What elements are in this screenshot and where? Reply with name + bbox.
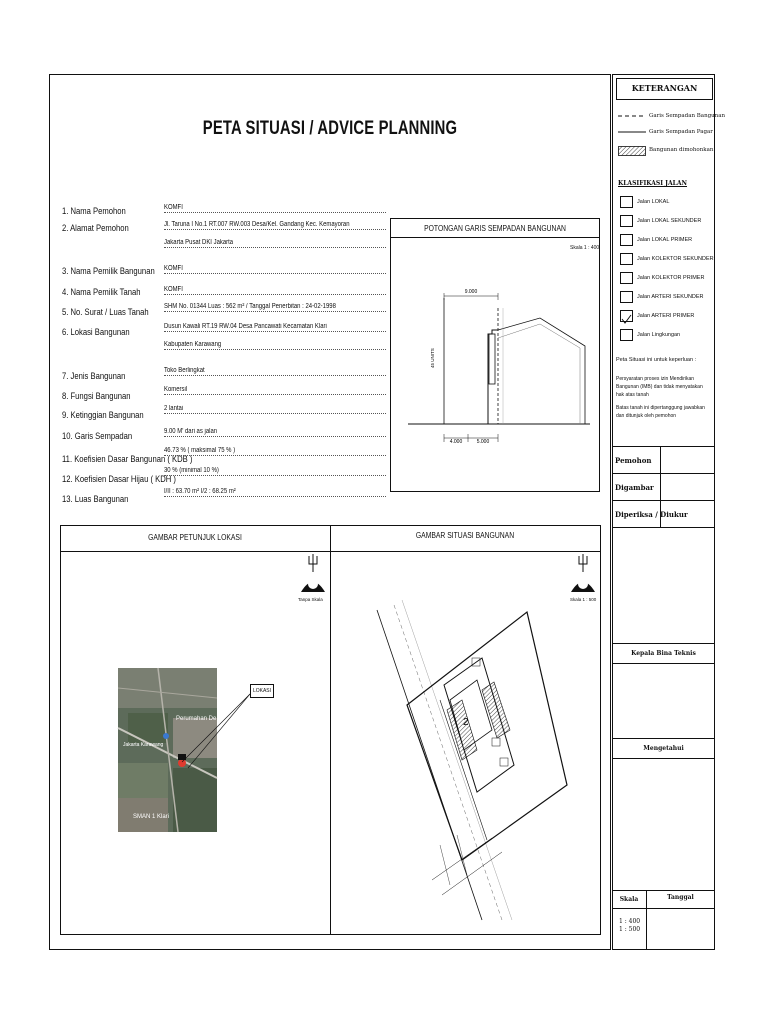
tanggal-label: Tanggal <box>667 894 694 901</box>
field-value-text: 9.00 M' dari as jalan <box>164 428 218 435</box>
field-label: 7. Jenis Bangunan <box>62 371 126 381</box>
mengetahui-label: Mengetahui <box>643 745 684 752</box>
road-class-label: Jalan LOKAL <box>637 199 670 205</box>
legend-line-solid-icon <box>618 129 646 135</box>
road-class-label: Jalan LOKAL PRIMER <box>637 237 693 243</box>
field-value <box>164 447 386 456</box>
field-value-text: Jakarta Pusat DKI Jakarta <box>164 239 234 246</box>
field-label: 5. No. Surat / Luas Tanah <box>62 307 149 317</box>
legend-title: KETERANGAN <box>631 83 698 93</box>
road-class-checkbox <box>620 234 633 246</box>
field-label: 12. Koefisien Dasar Hijau ( KDH ) <box>62 474 176 484</box>
road-class-checkbox <box>620 215 633 227</box>
road-class-label: Jalan ARTERI PRIMER <box>637 313 695 319</box>
kepala-label: Kepala Bina Teknis <box>631 650 696 657</box>
field-value-text: Jl. Taruna I No.1 RT.007 RW.003 Desa/Kel. Gandang Kec. Kemayoran <box>164 221 350 228</box>
site-plan-drawing <box>332 600 600 930</box>
road-class-checkbox <box>620 196 633 208</box>
field-value <box>164 488 386 497</box>
legend-line-3: Bangunan dimohonkan <box>649 147 714 153</box>
section-scale: Skala 1 : 400 <box>570 245 600 251</box>
road-class-title: KLASIFIKASI JALAN <box>618 180 688 187</box>
field-value-text: KOMFI <box>164 204 183 211</box>
legend-line-dashed-icon <box>618 113 646 119</box>
field-value-text: Dusun Kawali RT.19 RW.04 Desa Pancawati Kecamatan Klari <box>164 323 327 330</box>
field-value <box>164 467 386 476</box>
field-value <box>164 221 386 230</box>
road-class-checkbox <box>620 272 633 284</box>
field-label: 10. Garis Sempadan <box>62 431 133 441</box>
dim-vertical: 45 UNITS <box>430 348 435 368</box>
field-value-text: I/II : 63.70 m² I/2 : 68.25 m² <box>164 488 236 495</box>
page-title: PETA SITUASI / ADVICE PLANNING <box>202 118 458 139</box>
note-2: Batas tanah ini dipertanggung jawabkan dan ditunjuk oleh pemohon <box>616 405 705 419</box>
legend-line-1: Garis Sempadan Bangunan <box>649 113 726 119</box>
field-label: 4. Nama Pemilik Tanah <box>62 287 141 297</box>
field-value-line2 <box>164 239 386 248</box>
field-value-text: 30 % (minimal 10 %) <box>164 467 219 474</box>
dim-left: 4.000 <box>449 439 463 445</box>
scale-2: 1 : 500 <box>619 926 641 933</box>
location-map-title: GAMBAR PETUNJUK LOKASI <box>148 533 242 542</box>
field-value-line2 <box>164 341 386 350</box>
pemohon-label: Pemohon <box>615 456 652 465</box>
scale-1: 1 : 400 <box>619 918 641 925</box>
road-class-checkbox <box>620 253 633 265</box>
field-label: 3. Nama Pemilik Bangunan <box>62 266 155 276</box>
field-value-text: Toko Berlingkat <box>164 367 205 374</box>
road-class-label: Jalan KOLEKTOR PRIMER <box>637 275 705 281</box>
legend-hatch-icon <box>618 146 646 156</box>
field-label: 8. Fungsi Bangunan <box>62 391 131 401</box>
field-value <box>164 405 386 414</box>
dim-top: 9.000 <box>464 289 478 295</box>
road-class-checkbox <box>620 291 633 303</box>
map-label-2: Jakarta Karawang <box>123 742 164 748</box>
field-label: 13. Luas Bangunan <box>62 494 129 504</box>
location-callout: LOKASI <box>250 684 274 698</box>
field-value <box>164 204 386 213</box>
dim-right: 5.000 <box>476 439 490 445</box>
legend-line-2: Garis Sempadan Pagar <box>649 129 713 135</box>
note-title: Peta Situasi ini untuk keperluan : <box>616 357 697 363</box>
field-value <box>164 303 386 312</box>
field-value <box>164 386 386 395</box>
field-value-text: KOMFI <box>164 265 183 272</box>
section-drawing <box>390 238 600 492</box>
field-value-text: 2 lantai <box>164 405 184 412</box>
road-class-label: Jalan Lingkungan <box>637 332 681 338</box>
lot-label: 2 <box>463 717 469 728</box>
field-label: 6. Lokasi Bangunan <box>62 327 130 337</box>
road-class-label: Jalan KOLEKTOR SEKUNDER <box>637 256 714 262</box>
field-label: 2. Alamat Pemohon <box>62 223 129 233</box>
field-label: 11. Koefisien Dasar Bangunan ( KDB ) <box>62 454 193 464</box>
skala-label: Skala <box>619 896 639 903</box>
road-class-checkbox <box>620 329 633 341</box>
field-value-text: KOMFI <box>164 286 183 293</box>
north-arrow-icon <box>298 552 328 597</box>
field-value-text: Komersil <box>164 386 188 393</box>
field-value <box>164 367 386 376</box>
field-value-text: 46.73 % ( maksimal 75 % ) <box>164 447 236 454</box>
north-arrow-icon <box>568 552 598 597</box>
road-class-label: Jalan LOKAL SEKUNDER <box>637 218 702 224</box>
field-value <box>164 265 386 274</box>
field-value <box>164 323 386 332</box>
note-1: Persyaratan proses izin Mendirikan Bangunan (IMB) dan tidak menyatakan hak atas tanah <box>616 376 703 398</box>
location-map-note: Tanpa Skala <box>298 597 323 602</box>
field-value <box>164 286 386 295</box>
field-label: 9. Ketinggian Bangunan <box>62 410 144 420</box>
diperiksa-label: Diperiksa / Diukur <box>615 510 688 519</box>
map-label-3: SMAN 1 Klari <box>133 814 170 820</box>
field-value <box>164 428 386 437</box>
digambar-label: Digambar <box>615 483 654 492</box>
road-class-label: Jalan ARTERI SEKUNDER <box>637 294 704 300</box>
road-class-checkbox <box>620 310 633 322</box>
field-value-text: Kabupaten Karawang <box>164 341 222 348</box>
section-title: POTONGAN GARIS SEMPADAN BANGUNAN <box>424 224 566 233</box>
field-value-text: SHM No. 01344 Luas : 562 m² / Tanggal Penerbitan : 24-02-1998 <box>164 303 336 310</box>
site-plan-title: GAMBAR SITUASI BANGUNAN <box>415 531 515 540</box>
field-label: 1. Nama Pemohon <box>62 206 126 216</box>
map-label-1: Perumahan De Kesatria <box>176 716 241 722</box>
site-plan-scale: Skala 1 : 500 <box>570 597 597 602</box>
